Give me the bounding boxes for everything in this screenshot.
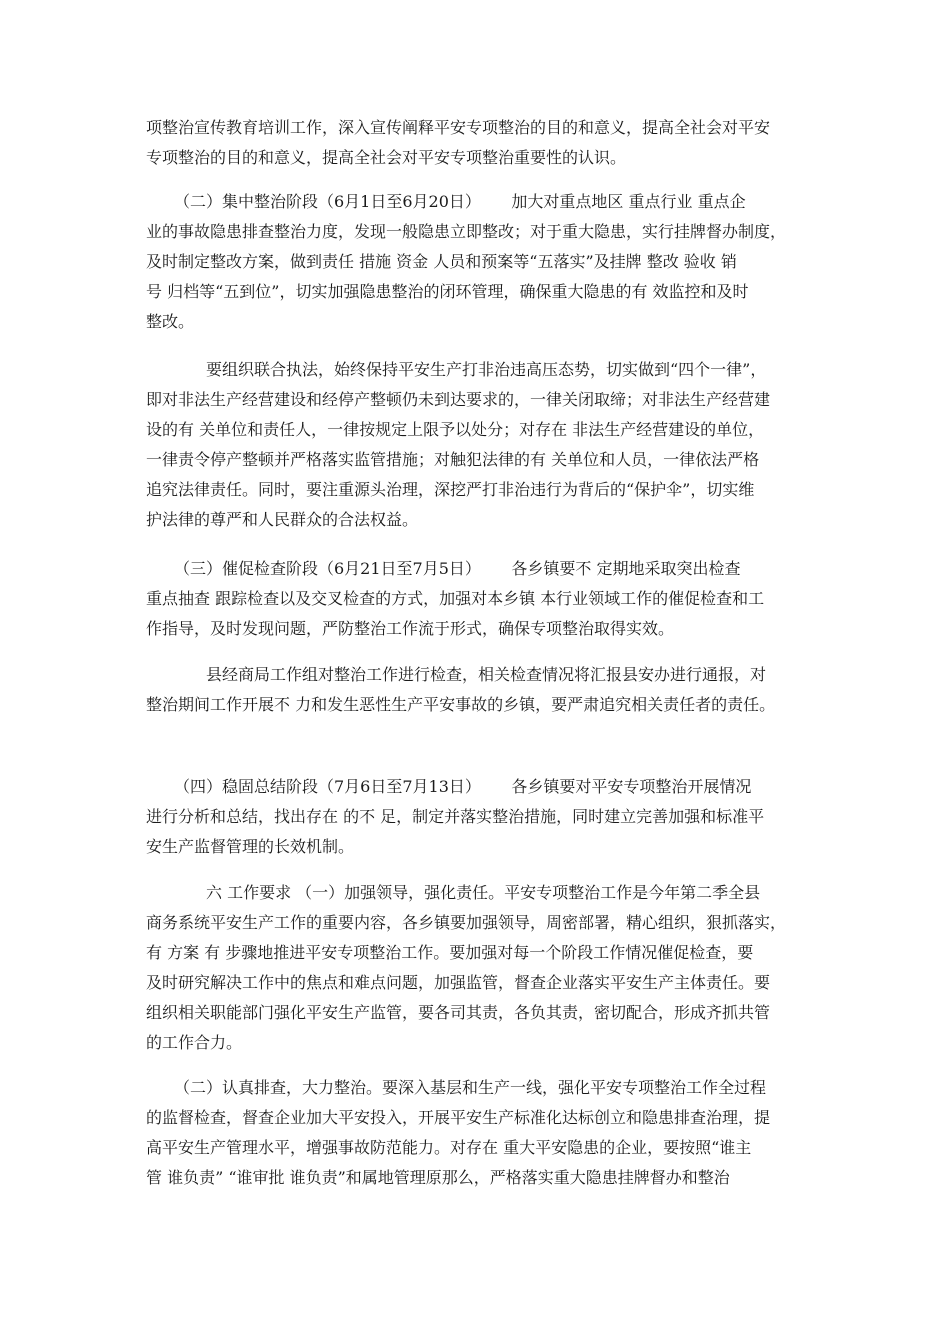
- text-line: 的工作合力。: [146, 1033, 243, 1052]
- section-heading: 六 工作要求 （一）加强领导，强化责任。平安专项整治工作是今年第二季全县: [206, 883, 761, 902]
- text-line: 追究法律责任。同时，要注重源头治理，深挖严打非治违行为背后的“保护伞”，切实维: [146, 480, 755, 499]
- text-line: 县经商局工作组对整治工作进行检查，相关检查情况将汇报县安办进行通报，对: [206, 665, 767, 684]
- text-line: 作指导，及时发现问题，严防整治工作流于形式，确保专项整治取得实效。: [146, 619, 675, 638]
- text-line: 及时研究解决工作中的焦点和难点问题，加强监管，督查企业落实平安生产主体责任。要: [146, 973, 771, 992]
- section-heading: （二）认真排查，大力整治。要深入基层和生产一线，强化平安专项整治工作全过程: [174, 1078, 767, 1097]
- text-line: 商务系统平安生产工作的重要内容，各乡镇要加强领导，周密部署，精心组织，狠抓落实，: [146, 913, 787, 932]
- section-heading: （四）稳固总结阶段（7月6日至7月13日） 各乡镇要对平安专项整治开展情况: [174, 777, 752, 796]
- text-line: 组织相关职能部门强化平安生产监管，要各司其责，各负其责，密切配合，形成齐抓共管: [146, 1003, 771, 1022]
- text-line: 护法律的尊严和人民群众的合法权益。: [146, 510, 419, 529]
- text-line: 有 方案 有 步骤地推进平安专项整治工作。要加强对每一个阶段工作情况催促检查，要: [146, 943, 754, 962]
- text-line: 进行分析和总结，找出存在 的不 足，制定并落实整治措施，同时建立完善加强和标准平: [146, 807, 765, 826]
- text-line: 要组织联合执法，始终保持平安生产打非治违高压态势，切实做到“四个一律”，: [206, 360, 767, 379]
- text-line: 重点抽查 跟踪检查以及交叉检查的方式，加强对本乡镇 本行业领域工作的催促检查和工: [146, 589, 765, 608]
- text-line: 设的有 关单位和责任人，一律按规定上限予以处分；对存在 非法生产经营建设的单位，: [146, 420, 765, 439]
- text-line: 号 归档等“五到位”，切实加强隐患整治的闭环管理，确保重大隐患的有 效监控和及时: [146, 282, 749, 301]
- text-line: 一律责令停产整顿并严格落实监管措施；对触犯法律的有 关单位和人员，一律依法严格: [146, 450, 760, 469]
- text-line: 管 谁负责” “谁审批 谁负责”和属地管理原那么，严格落实重大隐患挂牌督办和整治: [146, 1168, 730, 1187]
- text-line: 业的事故隐患排查整治力度，发现一般隐患立即整改；对于重大隐患，实行挂牌督办制度，: [146, 222, 787, 241]
- text-line: 专项整治的目的和意义，提高全社会对平安专项整治重要性的认识。: [146, 148, 627, 167]
- text-line: 安生产监督管理的长效机制。: [146, 837, 355, 856]
- text-line: 整改。: [146, 312, 195, 331]
- text-line: 项整治宣传教育培训工作，深入宣传阐释平安专项整治的目的和意义，提高全社会对平安: [146, 118, 771, 137]
- text-line: 即对非法生产经营建设和经停产整顿仍未到达要求的，一律关闭取缔；对非法生产经营建: [146, 390, 771, 409]
- section-heading: （三）催促检查阶段（6月21日至7月5日） 各乡镇要不 定期地采取突出检查: [174, 559, 741, 578]
- text-line: 的监督检查，督查企业加大平安投入，开展平安生产标准化达标创立和隐患排查治理，提: [146, 1108, 771, 1127]
- text-line: 及时制定整改方案，做到责任 措施 资金 人员和预案等“五落实”及挂牌 整改 验收 销: [146, 252, 737, 271]
- text-line: 整治期间工作开展不 力和发生恶性生产平安事故的乡镇，要严肃追究相关责任者的责任。: [146, 695, 776, 714]
- text-line: 高平安生产管理水平，增强事故防范能力。对存在 重大平安隐患的企业，要按照“谁主: [146, 1138, 752, 1157]
- section-heading: （二）集中整治阶段（6月1日至6月20日） 加大对重点地区 重点行业 重点企: [174, 192, 746, 211]
